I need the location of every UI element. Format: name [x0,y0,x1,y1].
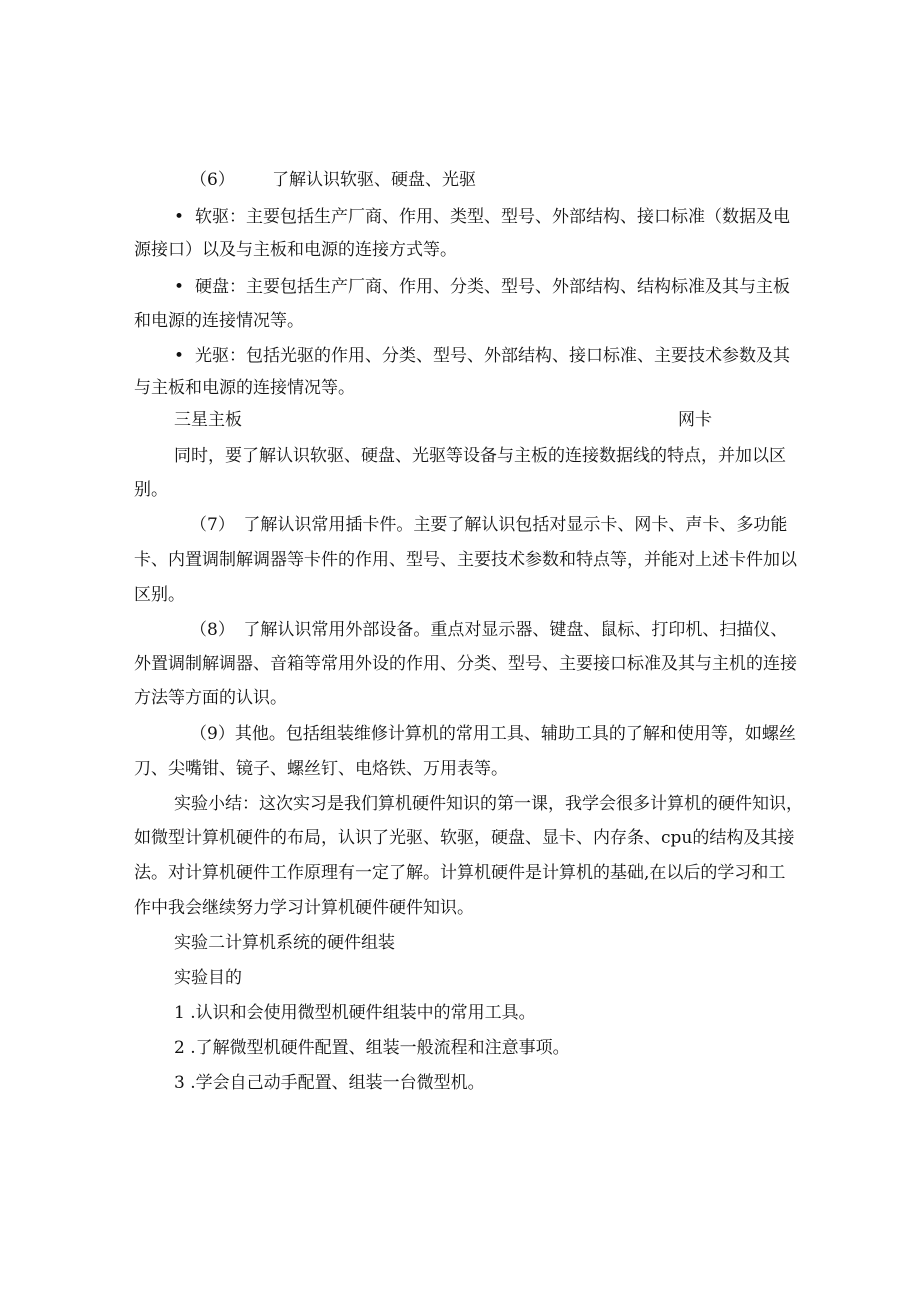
experiment2-item-3: 3 .学会自己动手配置、组装一台微型机。 [174,1073,485,1093]
section9-line2: 刀、尖嘴钳、镜子、螺丝钉、电烙铁、万用表等。 [134,759,508,779]
bullet-1-line2: 源接口）以及与主板和电源的连接方式等。 [134,240,457,260]
para-connection-line1: 同时，要了解认识软驱、硬盘、光驱等设备与主板的连接数据线的特点，并加以区 [174,446,786,466]
experiment2-item-1: 1 .认识和会使用微型机硬件组装中的常用工具。 [174,1003,536,1023]
section7-line3: 区别。 [134,585,185,605]
bullet-3-line1: 光驱：包括光驱的作用、分类、型号、外部结构、接口标准、主要技术参数及其 [195,346,790,366]
summary-line2: 如微型计算机硬件的布局，认识了光驱、软驱，硬盘、显卡、内存条、cpu的结构及其接 [134,828,795,848]
summary-line4: 作中我会继续努力学习计算机硬件硬件知识。 [134,898,474,918]
bullet-3-marker: • [174,346,185,366]
caption-network-card: 网卡 [678,410,712,430]
bullet-2-marker: • [174,277,185,297]
section8-line3: 方法等方面的认识。 [134,688,287,708]
summary-line1: 实验小结：这次实习是我们算机硬件知识的第一课，我学会很多计算机的硬件知识， [174,794,803,814]
section8-line1: （8） 了解认识常用外部设备。重点对显示器、键盘、鼠标、打印机、扫描仪、 [190,620,788,640]
para-connection-line2: 别。 [134,480,168,500]
section6-heading: 了解认识软驱、硬盘、光驱 [272,170,476,190]
bullet-1-marker: • [174,207,185,227]
caption-samsung-motherboard: 三星主板 [174,410,242,430]
bullet-1-line1: 软驱：主要包括生产厂商、作用、类型、型号、外部结构、接口标准（数据及电 [195,207,790,227]
section9-line1: （9）其他。包括组装维修计算机的常用工具、辅助工具的了解和使用等，如螺丝 [190,724,796,744]
summary-line3: 法。对计算机硬件工作原理有一定了解。计算机硬件是计算机的基础,在以后的学习和工 [134,863,786,883]
bullet-2-line2: 和电源的连接情况等。 [134,311,304,331]
experiment2-item-2: 2 .了解微型机硬件配置、组装一般流程和注意事项。 [174,1038,570,1058]
experiment2-purpose-heading: 实验目的 [174,968,242,988]
section8-line2: 外置调制解调器、音箱等常用外设的作用、分类、型号、主要接口标准及其与主机的连接 [134,654,797,674]
bullet-3-line2: 与主板和电源的连接情况等。 [134,378,355,398]
section6-number: （6） [190,170,235,190]
bullet-2-line1: 硬盘：主要包括生产厂商、作用、分类、型号、外部结构、结构标准及其与主板 [195,277,790,297]
experiment2-title: 实验二计算机系统的硬件组装 [174,933,395,953]
section7-line2: 卡、内置调制解调器等卡件的作用、型号、主要技术参数和特点等，并能对上述卡件加以 [134,550,797,570]
section7-line1: （7） 了解认识常用插卡件。主要了解认识包括对显示卡、网卡、声卡、多功能 [190,515,788,535]
